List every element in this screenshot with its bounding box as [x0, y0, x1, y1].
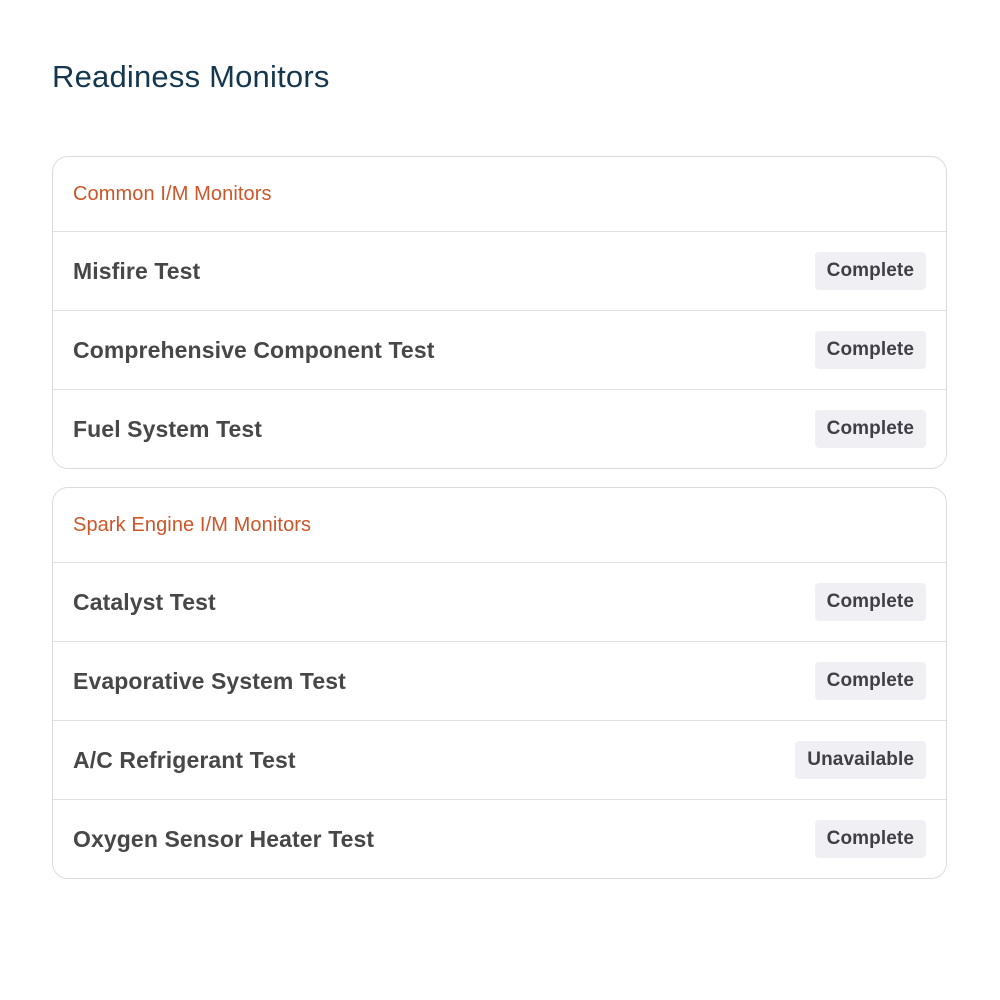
status-badge: Complete — [815, 820, 926, 858]
section-header-label: Spark Engine I/M Monitors — [73, 513, 312, 536]
status-badge: Unavailable — [795, 741, 926, 779]
monitor-row-comprehensive-component-test — [53, 310, 946, 389]
monitor-label: A/C Refrigerant Test — [73, 746, 296, 773]
monitors-content — [52, 156, 947, 879]
monitor-label: Catalyst Test — [73, 588, 216, 615]
monitor-row-misfire-test — [53, 231, 946, 310]
monitor-row-ac-refrigerant-test — [53, 720, 946, 799]
status-badge: Complete — [815, 252, 926, 290]
status-badge: Complete — [815, 583, 926, 621]
section-header-spark-engine-im — [53, 488, 946, 562]
status-badge: Complete — [815, 410, 926, 448]
monitor-label: Evaporative System Test — [73, 667, 346, 694]
monitor-row-catalyst-test — [53, 562, 946, 641]
section-header-label: Common I/M Monitors — [73, 182, 272, 205]
status-badge: Complete — [815, 331, 926, 369]
monitor-row-oxygen-sensor-heater-test — [53, 799, 946, 878]
monitor-label: Misfire Test — [73, 257, 201, 284]
monitor-label: Comprehensive Component Test — [73, 336, 435, 363]
card-spark-engine-im-monitors — [52, 487, 947, 879]
monitor-label: Oxygen Sensor Heater Test — [73, 825, 375, 852]
page-title: Readiness Monitors — [52, 59, 330, 94]
section-header-common-im — [53, 157, 946, 231]
monitor-label: Fuel System Test — [73, 415, 263, 442]
monitor-row-evaporative-system-test — [53, 641, 946, 720]
monitor-row-fuel-system-test — [53, 389, 946, 468]
status-badge: Complete — [815, 662, 926, 700]
card-common-im-monitors — [52, 156, 947, 469]
